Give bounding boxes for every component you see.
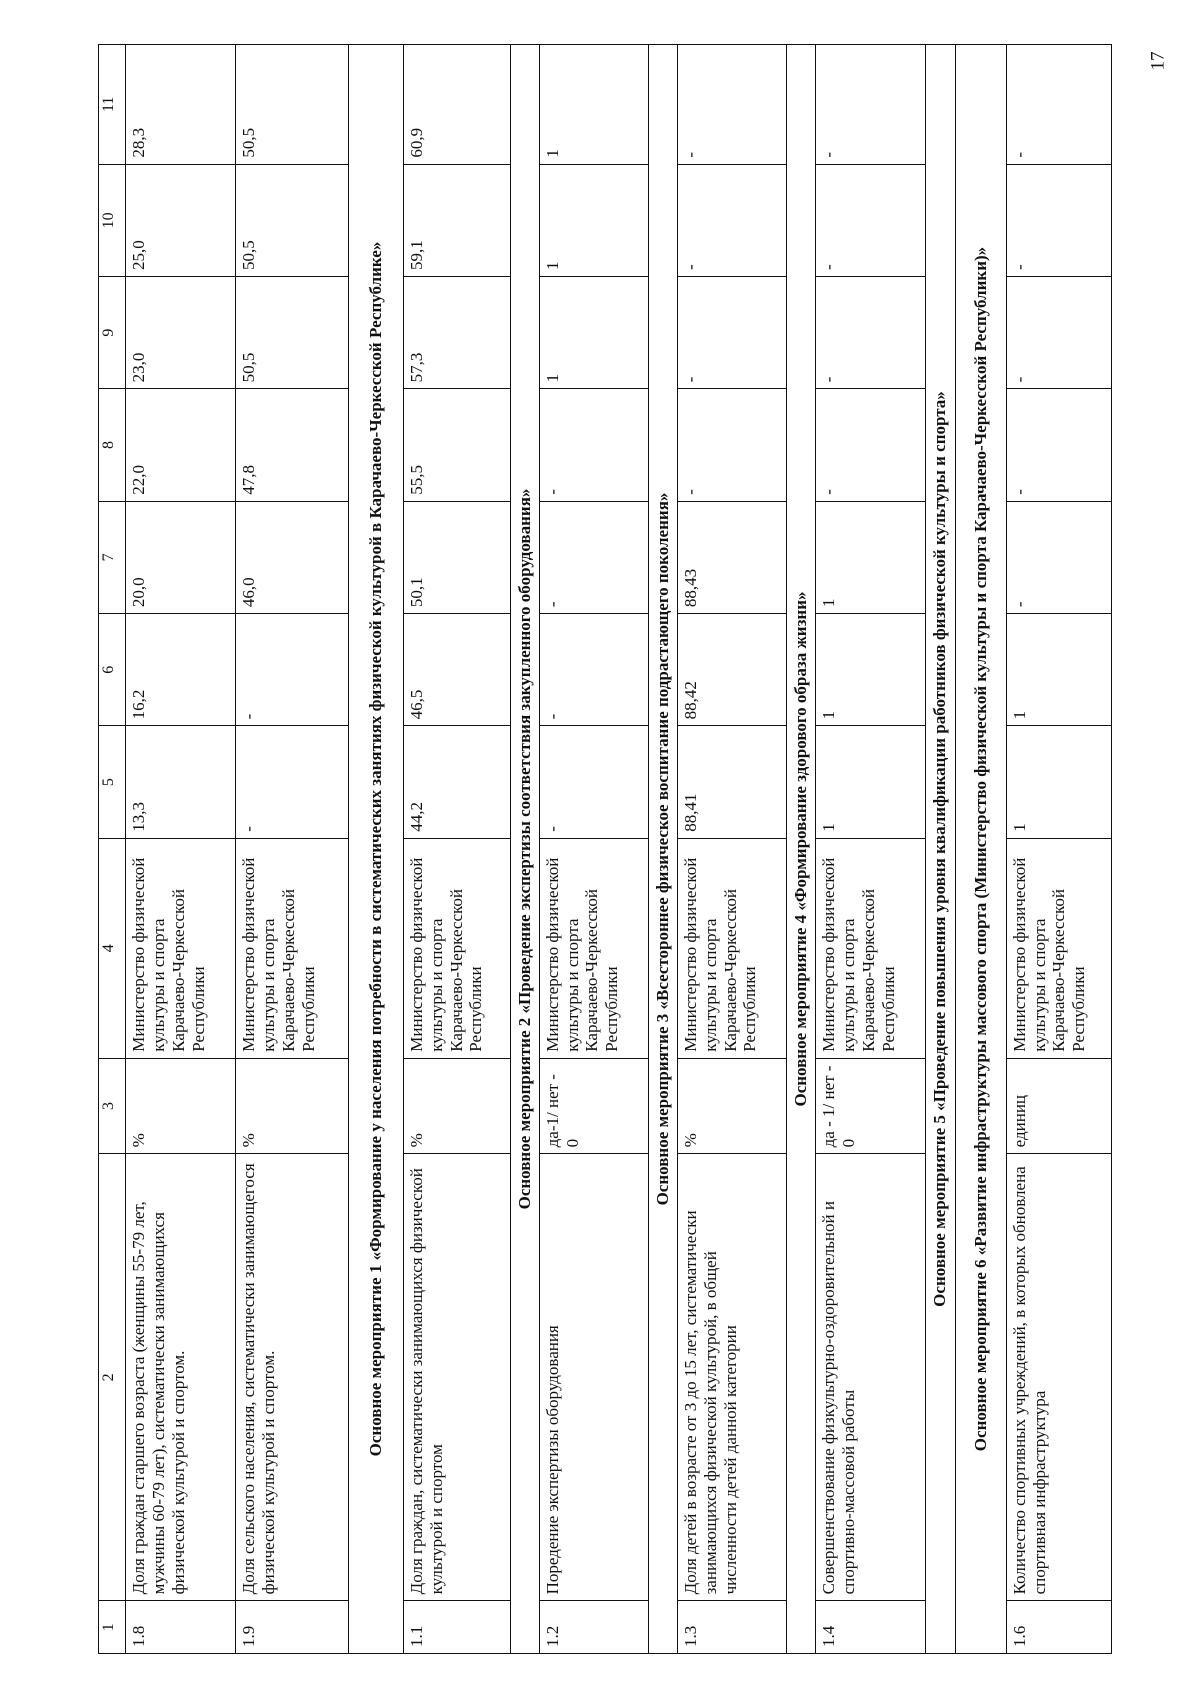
value-cell: 23,0 (126, 276, 236, 388)
unit-cell: % (236, 1058, 349, 1154)
header-cell: 5 (99, 726, 126, 838)
value-cell: 22,0 (126, 389, 236, 501)
value-cell: 47,8 (236, 389, 349, 501)
unit-cell: единиц (1006, 1058, 1111, 1154)
value-cell: - (539, 726, 649, 838)
value-cell: - (815, 164, 925, 276)
value-cell: 50,1 (403, 501, 510, 613)
responsible-cell: Министерство физической культуры и спорта Карачаево-Черкесской Республики (403, 838, 510, 1058)
section-title: Основное мероприятие 3 «Всестороннее физическое воспитание подрастающего поколения» (649, 45, 678, 1654)
value-cell: 59,1 (403, 164, 510, 276)
value-cell: - (539, 389, 649, 501)
indicator-name-cell: Количество спортивных учреждений, в которых обновлена спортивная инфраструктура (1006, 1154, 1111, 1601)
unit-cell: % (126, 1058, 236, 1154)
value-cell: - (539, 614, 649, 726)
value-cell: 1 (815, 614, 925, 726)
header-cell: 8 (99, 389, 126, 501)
value-cell: - (815, 276, 925, 388)
value-cell: 1 (815, 726, 925, 838)
value-cell: - (677, 164, 787, 276)
indicator-name-cell: Доля сельского населения, систематически занимающегося физической культурой и спортом. (236, 1154, 349, 1601)
unit-cell: да - 1/ нет - 0 (815, 1058, 925, 1154)
row-number-cell: 1.1 (403, 1601, 510, 1654)
value-cell: 88,42 (677, 614, 787, 726)
value-cell: 55,5 (403, 389, 510, 501)
table-row (539, 45, 649, 1654)
section-row (787, 45, 816, 1654)
section-row (925, 45, 956, 1654)
value-cell: - (677, 276, 787, 388)
unit-cell: да-1/ нет - 0 (539, 1058, 649, 1154)
value-cell: - (1006, 164, 1111, 276)
responsible-cell: Министерство физической культуры и спорта Карачаево-Черкесской Республики (677, 838, 787, 1058)
responsible-cell: Министерство физической культуры и спорта Карачаево-Черкесской Республики (126, 838, 236, 1058)
indicator-name-cell: Поредение экспертизы оборудования (539, 1154, 649, 1601)
responsible-cell: Министерство физической культуры и спорта Карачаево-Черкесской Республики (1006, 838, 1111, 1058)
header-cell: 2 (99, 1154, 126, 1601)
header-cell: 3 (99, 1058, 126, 1154)
section-row (649, 45, 678, 1654)
value-cell: 50,5 (236, 164, 349, 276)
page-number: 17 (1147, 51, 1169, 71)
value-cell: - (815, 389, 925, 501)
section-title: Основное мероприятие 5 «Проведение повышения уровня квалификации работников физической культуры и спорта» (925, 45, 956, 1654)
unit-cell: % (403, 1058, 510, 1154)
header-cell: 9 (99, 276, 126, 388)
row-number-cell: 1.4 (815, 1601, 925, 1654)
value-cell: - (539, 501, 649, 613)
value-cell: 16,2 (126, 614, 236, 726)
row-number-cell: 1.8 (126, 1601, 236, 1654)
value-cell: 1 (1006, 614, 1111, 726)
value-cell: - (1006, 45, 1111, 165)
header-cell: 7 (99, 501, 126, 613)
unit-cell: % (677, 1058, 787, 1154)
header-cell: 1 (99, 1601, 126, 1654)
value-cell: 88,43 (677, 501, 787, 613)
table-row (815, 45, 925, 1654)
rotated-table-frame (98, 44, 1112, 1654)
value-cell: 13,3 (126, 726, 236, 838)
section-title: Основное мероприятие 1 «Формирование у населения потребности в систематических занятиях физической культурой в Карачаево-Черкесской Республике» (348, 45, 403, 1654)
value-cell: 44,2 (403, 726, 510, 838)
value-cell: 88,41 (677, 726, 787, 838)
table-row (403, 45, 510, 1654)
value-cell: 1 (539, 45, 649, 165)
table-container (98, 44, 1112, 1654)
value-cell: 57,3 (403, 276, 510, 388)
indicator-name-cell: Доля детей в возрасте от 3 до 15 лет, систематически занимающихся физической культурой, в общей численности детей данной категории (677, 1154, 787, 1601)
header-cell: 11 (99, 45, 126, 165)
responsible-cell: Министерство физической культуры и спорта Карачаево-Черкесской Республики (815, 838, 925, 1058)
indicator-name-cell: Доля граждан старшего возраста (женщины 55-79 лет, мужчины 60-79 лет), систематически занимающихся физической культурой и спортом. (126, 1154, 236, 1601)
table-row (236, 45, 349, 1654)
section-title: Основное мероприятие 4 «Формирование здорового образа жизни» (787, 45, 816, 1654)
value-cell: - (677, 45, 787, 165)
value-cell: 1 (1006, 726, 1111, 838)
value-cell: 46,0 (236, 501, 349, 613)
value-cell: 28,3 (126, 45, 236, 165)
value-cell: 46,5 (403, 614, 510, 726)
header-cell: 10 (99, 164, 126, 276)
header-row (99, 45, 126, 1654)
indicators-table (98, 44, 1112, 1654)
value-cell: - (236, 726, 349, 838)
section-row (348, 45, 403, 1654)
indicator-name-cell: Совершенствование физкультурно-оздоровительной и спортивно-массовой работы (815, 1154, 925, 1601)
value-cell: - (1006, 389, 1111, 501)
value-cell: - (236, 614, 349, 726)
indicator-name-cell: Доля граждан, систематически занимающихся физической культурой и спортом (403, 1154, 510, 1601)
value-cell: 50,5 (236, 276, 349, 388)
table-row (677, 45, 787, 1654)
section-title: Основное мероприятие 6 «Развитие инфраструктуры массового спорта (Министерство физической культуры и спорта Карачаево-Черкесской Республики)» (956, 45, 1006, 1654)
header-cell: 6 (99, 614, 126, 726)
section-row (511, 45, 540, 1654)
section-row (956, 45, 1006, 1654)
value-cell: 20,0 (126, 501, 236, 613)
value-cell: 1 (539, 276, 649, 388)
value-cell: 25,0 (126, 164, 236, 276)
row-number-cell: 1.2 (539, 1601, 649, 1654)
value-cell: 50,5 (236, 45, 349, 165)
value-cell: - (677, 389, 787, 501)
value-cell: 60,9 (403, 45, 510, 165)
value-cell: - (815, 45, 925, 165)
value-cell: 1 (539, 164, 649, 276)
value-cell: 1 (815, 501, 925, 613)
row-number-cell: 1.9 (236, 1601, 349, 1654)
row-number-cell: 1.6 (1006, 1601, 1111, 1654)
responsible-cell: Министерство физической культуры и спорта Карачаево-Черкесской Республики (539, 838, 649, 1058)
table-row (1006, 45, 1111, 1654)
value-cell: - (1006, 501, 1111, 613)
section-title: Основное мероприятие 2 «Проведение экспертизы соответствия закупленного оборудования» (511, 45, 540, 1654)
row-number-cell: 1.3 (677, 1601, 787, 1654)
value-cell: - (1006, 276, 1111, 388)
header-cell: 4 (99, 838, 126, 1058)
table-row (126, 45, 236, 1654)
responsible-cell: Министерство физической культуры и спорта Карачаево-Черкесской Республики (236, 838, 349, 1058)
